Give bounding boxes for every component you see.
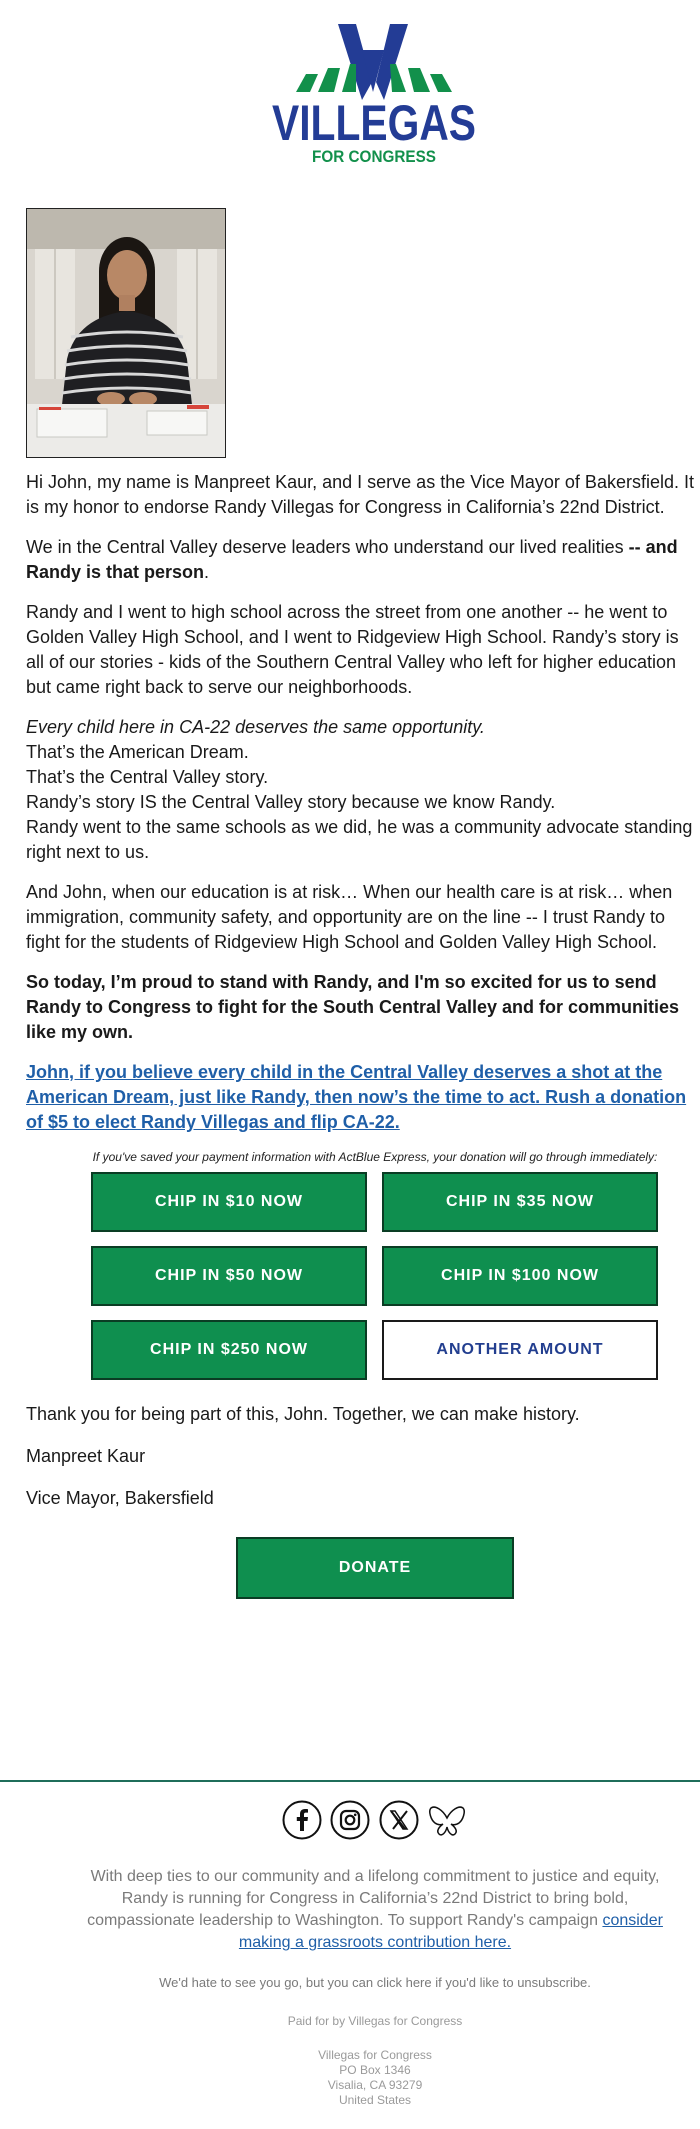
logo-tagline: FOR CONGRESS [312, 147, 436, 166]
logo-ribbon-right-2 [408, 68, 430, 92]
logo-name: VILLEGAS [272, 95, 476, 151]
p4-line-1: That’s the American Dream. [26, 742, 249, 762]
chip-in-35-button[interactable]: CHIP IN $35 NOW [382, 1172, 658, 1232]
p2-end: . [204, 562, 210, 582]
letter-paragraph-4 [26, 715, 700, 865]
chip-in-50-button[interactable]: CHIP IN $50 NOW [91, 1246, 367, 1306]
letter-paragraph-3: Randy and I went to high school across the street from one another -- he went to Golden Valley High School, and I went to Ridgeview High School. Randy’s story is all of our stories - kids of the Southern Central Valley who left for higher education but came right back to serve our neighborhoods. [26, 602, 679, 697]
footer-about [80, 1866, 670, 1954]
donate-button[interactable]: DONATE [236, 1537, 514, 1599]
facebook-icon[interactable] [282, 1800, 322, 1840]
logo-ribbon-left-2 [318, 68, 340, 92]
logo-ribbon-left-3 [342, 64, 356, 92]
grassroots-contribution-link[interactable]: consider making a grassroots contribution here. [238, 1912, 663, 1951]
mailing-address [0, 2048, 700, 2108]
p4-line-4: Randy went to the same schools as we did, he was a community advocate standing right next to us. [26, 817, 693, 862]
logo-ribbon-right-1 [390, 64, 406, 92]
address-line-3: Visalia, CA 93279 [327, 2078, 423, 2092]
letter-paragraph-2 [26, 535, 700, 585]
letter-paragraph-6: So today, I’m proud to stand with Randy, and I'm so excited for us to send Randy to Congress to fight for the South Central Valley and for communities like my own. [26, 972, 680, 1042]
footer-about-text: With deep ties to our community and a lifelong commitment to justice and equity, Randy is running for Congress in California’s 22nd District to bring bold, compassionate leadership to Washington. To support Randy's campaign [87, 1868, 660, 1929]
x-icon[interactable] [379, 1800, 419, 1840]
p2-bold: -- and Randy is that person [26, 537, 678, 582]
letter-closing [26, 1402, 686, 1528]
address-line-4: United States [338, 2093, 412, 2107]
letter-intro: Hi John, my name is Manpreet Kaur, and I serve as the Vice Mayor of Bakersfield. It is my honor to endorse Randy Villegas for Congress in California’s 22nd District. [26, 472, 694, 517]
closing-title: Vice Mayor, Bakersfield [26, 1488, 214, 1508]
logo-ribbon-right-3 [430, 74, 452, 92]
logo-ribbon-left-1 [296, 74, 318, 92]
letter-body [26, 470, 700, 1150]
campaign-logo [0, 20, 700, 170]
donation-appeal-link[interactable]: John, if you believe every child in the Central Valley deserves a shot at the American Dream, just like Randy, then now’s the time to act. Rush a donation of $5 to elect Randy Villegas and flip CA-22. [26, 1062, 687, 1132]
letter-paragraph-5: And John, when our education is at risk… When our health care is at risk… when immigration, community safety, and opportunity are on the line -- I trust Randy to fight for the students of Ridgeview High School and Golden Valley High School. [26, 882, 673, 952]
another-amount-button[interactable]: ANOTHER AMOUNT [382, 1320, 658, 1380]
footer-divider [0, 1780, 700, 1782]
p2-start: We in the Central Valley deserve leaders who understand our lived realities [26, 537, 629, 557]
chip-in-100-button[interactable]: CHIP IN $100 NOW [382, 1246, 658, 1306]
p4-italic-line: Every child here in CA-22 deserves the same opportunity. [26, 717, 485, 737]
closing-signature: Manpreet Kaur [26, 1446, 146, 1466]
paid-for-disclaimer: Paid for by Villegas for Congress [287, 2014, 463, 2028]
portrait-photo [26, 208, 226, 458]
bluesky-icon[interactable] [427, 1800, 467, 1840]
address-line-1: Villegas for Congress [318, 2048, 432, 2062]
chip-in-10-button[interactable]: CHIP IN $10 NOW [91, 1172, 367, 1232]
closing-thanks: Thank you for being part of this, John. Together, we can make history. [26, 1404, 580, 1424]
portrait-illustration [27, 209, 225, 457]
instagram-icon[interactable] [330, 1800, 370, 1840]
unsubscribe-text[interactable]: We'd hate to see you go, but you can click here if you'd like to unsubscribe. [159, 1975, 591, 1990]
p4-line-3: Randy’s story IS the Central Valley story because we know Randy. [26, 792, 556, 812]
chip-in-250-button[interactable]: CHIP IN $250 NOW [91, 1320, 367, 1380]
address-line-2: PO Box 1346 [339, 2063, 411, 2077]
letter-paragraph-7 [26, 1060, 700, 1135]
p4-line-2: That’s the Central Valley story. [26, 767, 269, 787]
actblue-express-note: If you've saved your payment information with ActBlue Express, your donation will go through immediately: [92, 1150, 658, 1164]
